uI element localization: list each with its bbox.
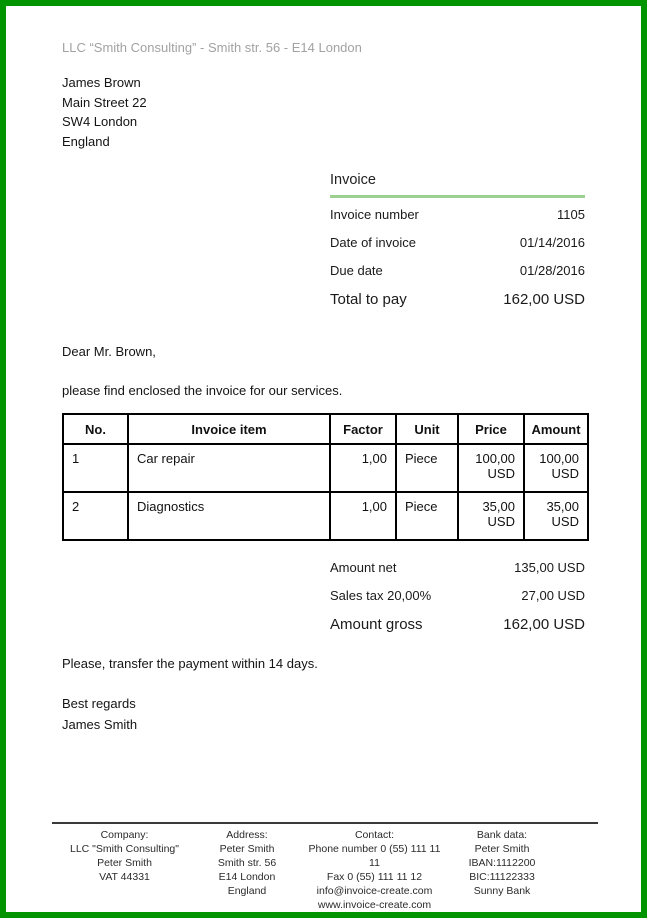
sender-line: LLC “Smith Consulting” - Smith str. 56 - E14 London [62, 40, 362, 55]
footer-bank-title: Bank data: [476, 829, 528, 841]
due-date-label: Due date [330, 262, 383, 278]
total-to-pay-label: Total to pay [330, 290, 407, 308]
footer-address-title: Address: [226, 829, 268, 841]
footer-bank-bic: BIC:11122333 [469, 871, 535, 883]
item-factor: 1,00 [330, 492, 396, 540]
footer-address-city: E14 London [218, 871, 276, 883]
item-factor: 1,00 [330, 444, 396, 492]
recipient-address [62, 73, 147, 151]
item-no: 1 [63, 444, 128, 492]
recipient-city: SW4 London [62, 114, 138, 129]
footer-contact-column [307, 828, 442, 912]
amount-gross-value: 162,00 USD [503, 615, 585, 633]
item-price: 100,00 USD [458, 444, 524, 492]
items-table [62, 413, 589, 541]
recipient-name: James Brown [62, 75, 141, 90]
footer-address-street: Smith str. 56 [217, 857, 277, 869]
col-header-item: Invoice item [128, 414, 330, 444]
invoice-date-value: 01/14/2016 [519, 234, 585, 250]
footer-company-column [62, 828, 187, 912]
table-row [63, 492, 588, 540]
footer-bank-iban: IBAN:1112200 [468, 857, 536, 869]
footer-bank-column [442, 828, 562, 912]
invoice-summary-rows [330, 198, 585, 314]
footer-address-country: England [227, 885, 267, 897]
item-unit: Piece [396, 492, 458, 540]
invoice-title: Invoice [330, 172, 585, 198]
amount-net-row [330, 553, 585, 581]
recipient-country: England [62, 133, 110, 149]
col-header-factor: Factor [330, 414, 396, 444]
table-row [63, 444, 588, 492]
total-to-pay-value: 162,00 USD [503, 290, 585, 308]
amount-net-label: Amount net [330, 559, 397, 575]
footer [62, 828, 562, 912]
col-header-amount: Amount [524, 414, 588, 444]
due-date-value: 01/28/2016 [519, 262, 585, 278]
items-table-header-row [63, 414, 588, 444]
invoice-number-label: Invoice number [330, 206, 419, 222]
footer-bank-holder: Peter Smith [474, 843, 530, 855]
sales-tax-row [330, 581, 585, 609]
invoice-date-label: Date of invoice [330, 234, 416, 250]
totals-block [330, 553, 585, 639]
col-header-unit: Unit [396, 414, 458, 444]
item-price: 35,00 USD [458, 492, 524, 540]
footer-company-name: LLC "Smith Consulting" [69, 843, 179, 855]
footer-company-vat: VAT 44331 [99, 871, 150, 883]
invoice-number-value: 1105 [557, 206, 585, 222]
invoice-number-row [330, 200, 585, 228]
item-amount: 35,00 USD [524, 492, 588, 540]
intro-line: please find enclosed the invoice for our services. [62, 383, 343, 398]
invoice-date-row [330, 228, 585, 256]
payment-note: Please, transfer the payment within 14 days. [62, 656, 318, 671]
footer-contact-title: Contact: [354, 829, 395, 841]
footer-contact-email: info@invoice-create.com [316, 885, 433, 897]
amount-net-value: 135,00 USD [514, 559, 585, 575]
footer-contact-website: www.invoice-create.com [317, 899, 432, 911]
recipient-street: Main Street 22 [62, 94, 147, 110]
footer-contact-fax: Fax 0 (55) 111 11 12 [326, 871, 423, 883]
footer-company-title: Company: [100, 829, 149, 841]
col-header-no: No. [63, 414, 128, 444]
footer-bank-name: Sunny Bank [473, 885, 531, 897]
closing-block [62, 694, 137, 735]
footer-address-name: Peter Smith [219, 843, 275, 855]
footer-divider [52, 822, 598, 824]
item-unit: Piece [396, 444, 458, 492]
item-name: Diagnostics [128, 492, 330, 540]
item-amount: 100,00 USD [524, 444, 588, 492]
salutation: Dear Mr. Brown, [62, 344, 156, 359]
total-to-pay-row [330, 284, 585, 314]
invoice-summary [330, 172, 585, 314]
item-name: Car repair [128, 444, 330, 492]
signature-name: James Smith [62, 716, 138, 732]
due-date-row [330, 256, 585, 284]
footer-company-person: Peter Smith [97, 857, 152, 869]
col-header-price: Price [458, 414, 524, 444]
closing-line: Best regards [62, 696, 136, 711]
item-no: 2 [63, 492, 128, 540]
footer-address-column [187, 828, 307, 912]
footer-contact-phone: Phone number 0 (55) 111 11 11 [308, 843, 441, 869]
amount-gross-row [330, 609, 585, 639]
sales-tax-label: Sales tax 20,00% [330, 587, 432, 603]
sales-tax-value: 27,00 USD [521, 587, 585, 603]
amount-gross-label: Amount gross [330, 615, 423, 633]
